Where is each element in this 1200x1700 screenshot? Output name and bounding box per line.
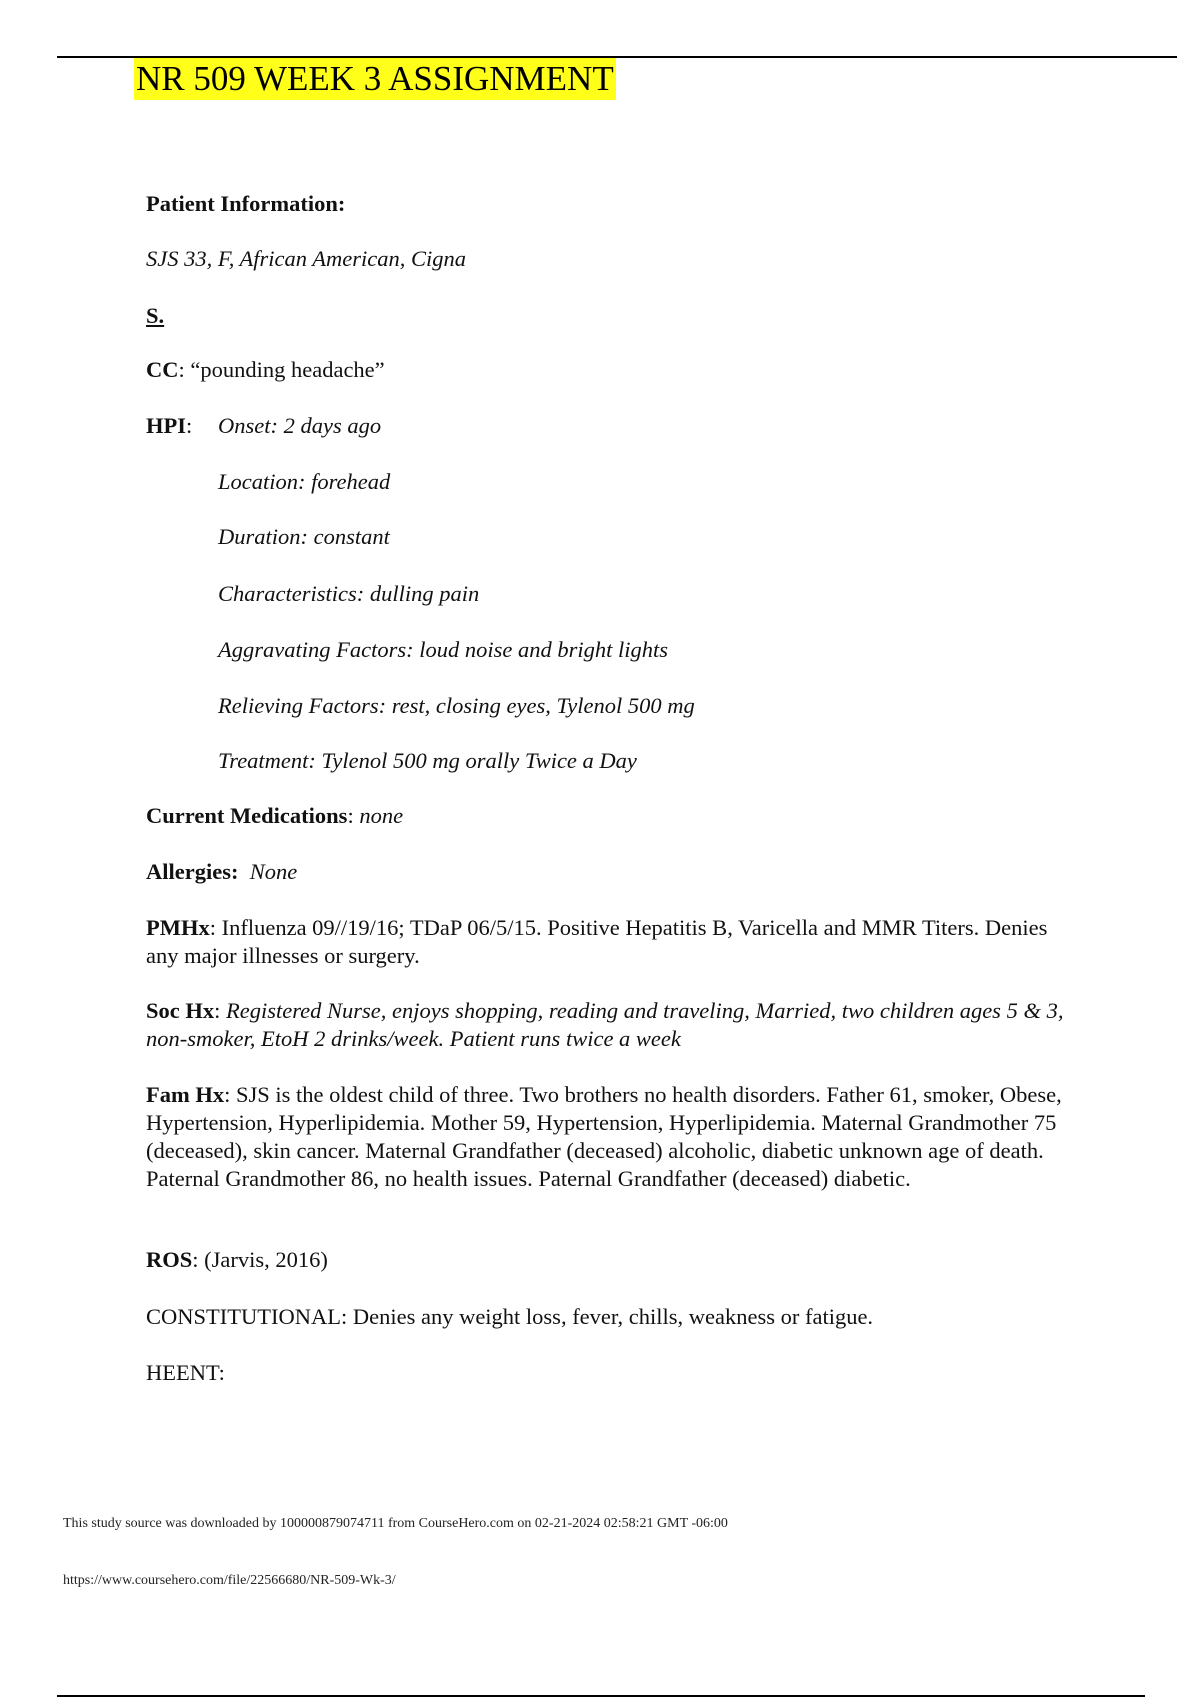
cc-label: CC (146, 357, 179, 382)
constitutional-line: CONSTITUTIONAL: Denies any weight loss, fever, chills, weakness or fatigue. (146, 1304, 874, 1329)
ros-line (146, 1246, 328, 1274)
current-medications-separator: : (347, 803, 360, 828)
ros-label: ROS (146, 1247, 193, 1272)
bottom-rule (57, 1695, 1145, 1697)
hpi-relieving: Relieving Factors: rest, closing eyes, Tylenol 500 mg (218, 693, 695, 718)
soc-hx-separator: : (214, 998, 227, 1023)
footer-source-text: This study source was downloaded by 100000879074711 from CourseHero.com on 02-21-2024 02:58:21 GMT -06:00 (63, 1516, 728, 1531)
patient-info-label: Patient Information: (146, 191, 346, 216)
hpi-treatment: Treatment: Tylenol 500 mg orally Twice a Day (218, 748, 637, 773)
fam-hx-paragraph (146, 1081, 1076, 1193)
ros-value: : (Jarvis, 2016) (192, 1247, 328, 1272)
soc-hx-value: Registered Nurse, enjoys shopping, reading and traveling, Married, two children ages 5 & 3, non-smoker, EtoH 2 drinks/week. Patient runs twice a week (146, 998, 1064, 1051)
soc-hx-paragraph (146, 997, 1076, 1053)
footer-url: https://www.coursehero.com/file/22566680/NR-509-Wk-3/ (63, 1573, 396, 1588)
hpi-characteristics: Characteristics: dulling pain (218, 581, 480, 606)
hpi-location: Location: forehead (218, 469, 391, 494)
fam-hx-value: : SJS is the oldest child of three. Two brothers no health disorders. Father 61, smoker, Obese, Hypertension, Hyperlipidemia. Mother 59, Hypertension, Hyperlipidemia. Maternal Grandmother 75 (deceased), skin cancer. Maternal Grandfather (deceased) alcoholic, diabetic unknown age of death. Paternal Grandmother 86, no health issues. Paternal Grandfather (deceased) diabetic. (146, 1082, 1062, 1191)
allergies-value: None (249, 859, 298, 884)
pmhx-label: PMHx (146, 915, 210, 940)
heent-line: HEENT: (146, 1360, 225, 1385)
fam-hx-label: Fam Hx (146, 1082, 225, 1107)
document-title: NR 509 WEEK 3 ASSIGNMENT (136, 59, 614, 98)
cc-line (146, 356, 385, 384)
patient-info-value: SJS 33, F, African American, Cigna (146, 246, 466, 271)
current-medications-value: none (359, 803, 404, 828)
current-medications-label: Current Medications (146, 803, 348, 828)
hpi-line (146, 412, 192, 440)
cc-value: : “pounding headache” (178, 357, 385, 382)
pmhx-paragraph (146, 914, 1076, 970)
soc-hx-label: Soc Hx (146, 998, 215, 1023)
hpi-separator: : (186, 413, 193, 438)
current-medications-line (146, 802, 403, 830)
hpi-aggravating: Aggravating Factors: loud noise and bright lights (218, 637, 668, 662)
subjective-heading: S. (146, 303, 165, 328)
pmhx-value: : Influenza 09//19/16; TDaP 06/5/15. Positive Hepatitis B, Varicella and MMR Titers. Denies any major illnesses or surgery. (146, 915, 1048, 968)
hpi-duration: Duration: constant (218, 524, 390, 549)
allergies-line (146, 858, 297, 886)
allergies-label: Allergies: (146, 859, 239, 884)
hpi-label: HPI (146, 413, 187, 438)
hpi-onset: Onset: 2 days ago (218, 413, 382, 438)
